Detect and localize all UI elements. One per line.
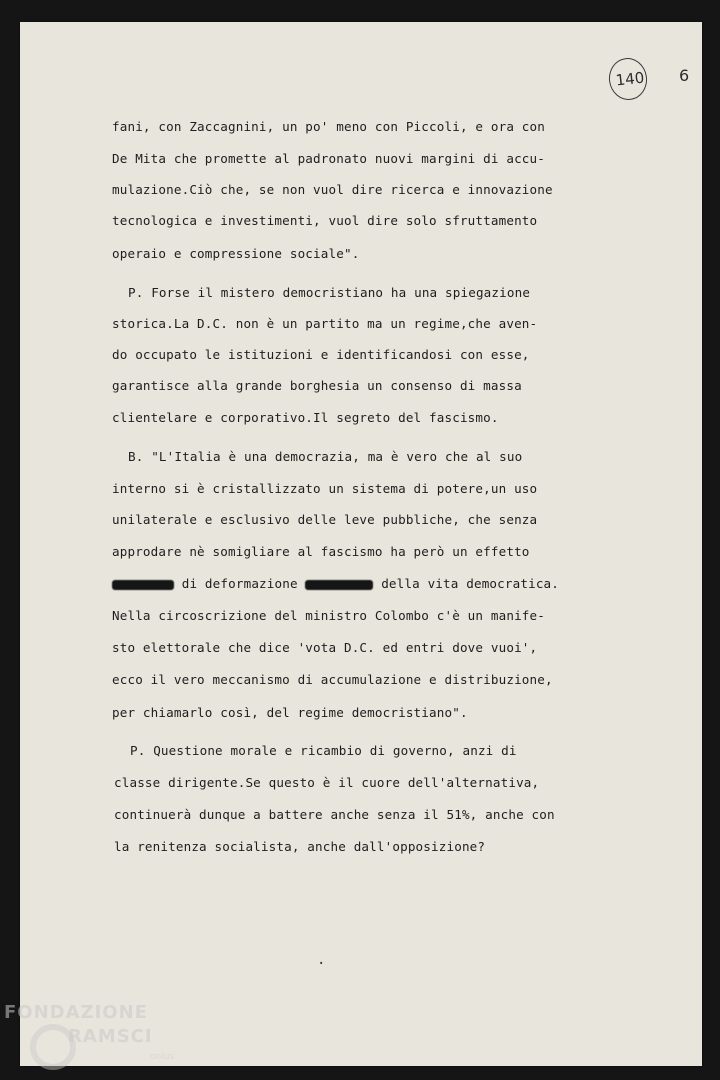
text-line-with-redactions: [112, 576, 559, 591]
redaction-mark: [112, 580, 174, 590]
text-line: do occupato le istituzioni e identificandosi con esse,: [112, 347, 530, 362]
text-line: approdare nè somigliare al fascismo ha però un effetto: [112, 544, 530, 559]
text-line: Nella circoscrizione del ministro Colombo c'è un manife-: [112, 608, 545, 623]
text-line: tecnologica e investimenti, vuol dire solo sfruttamento: [112, 213, 538, 228]
text-line: P. Forse il mistero democristiano ha una spiegazione: [128, 285, 531, 300]
text-line: continuerà dunque a battere anche senza il 51%, anche con: [114, 807, 555, 822]
text-line: sto elettorale che dice 'vota D.C. ed entri dove vuoi',: [112, 640, 538, 655]
text-line: ecco il vero meccanismo di accumulazione e distribuzione,: [112, 672, 553, 687]
text-fragment: di deformazione: [181, 576, 298, 591]
text-line: fani, con Zaccagnini, un po' meno con Piccoli, e ora con: [112, 119, 545, 134]
text-line: mulazione.Ciò che, se non vuol dire ricerca e innovazione: [112, 182, 553, 197]
logo-suffix: onlus: [150, 1052, 175, 1062]
text-line: storica.La D.C. non è un partito ma un regime,che aven-: [112, 316, 538, 331]
text-line: la renitenza socialista, anche dall'opposizione?: [114, 839, 486, 854]
logo-text-line2: RAMSCI: [68, 1026, 153, 1047]
text-line: garantisce alla grande borghesia un consenso di massa: [112, 378, 522, 393]
text-line: P. Questione morale e ricambio di governo, anzi di: [130, 743, 517, 758]
redaction-mark: [305, 580, 373, 590]
side-page-number: 6: [679, 66, 690, 85]
text-line: clientelare e corporativo.Il segreto del fascismo.: [112, 410, 499, 425]
circled-page-number: 140: [614, 68, 646, 90]
text-line: interno si è cristallizzato un sistema di potere,un uso: [112, 481, 538, 496]
text-line: unilaterale e esclusivo delle leve pubbliche, che senza: [112, 512, 538, 527]
text-line: operaio e compressione sociale".: [112, 246, 360, 261]
text-line: De Mita che promette al padronato nuovi margini di accu-: [112, 151, 545, 166]
text-line: per chiamarlo così, del regime democristiano".: [112, 705, 468, 720]
logo-text-line1: FONDAZIONE: [4, 1002, 148, 1023]
text-line: B. "L'Italia è una democrazia, ma è vero che al suo: [128, 449, 523, 464]
fondazione-gramsci-watermark: [4, 1000, 184, 1076]
text-fragment: della vita democratica.: [381, 576, 560, 591]
text-line: classe dirigente.Se questo è il cuore dell'alternativa,: [114, 775, 540, 790]
bottom-mark: .: [317, 952, 326, 968]
